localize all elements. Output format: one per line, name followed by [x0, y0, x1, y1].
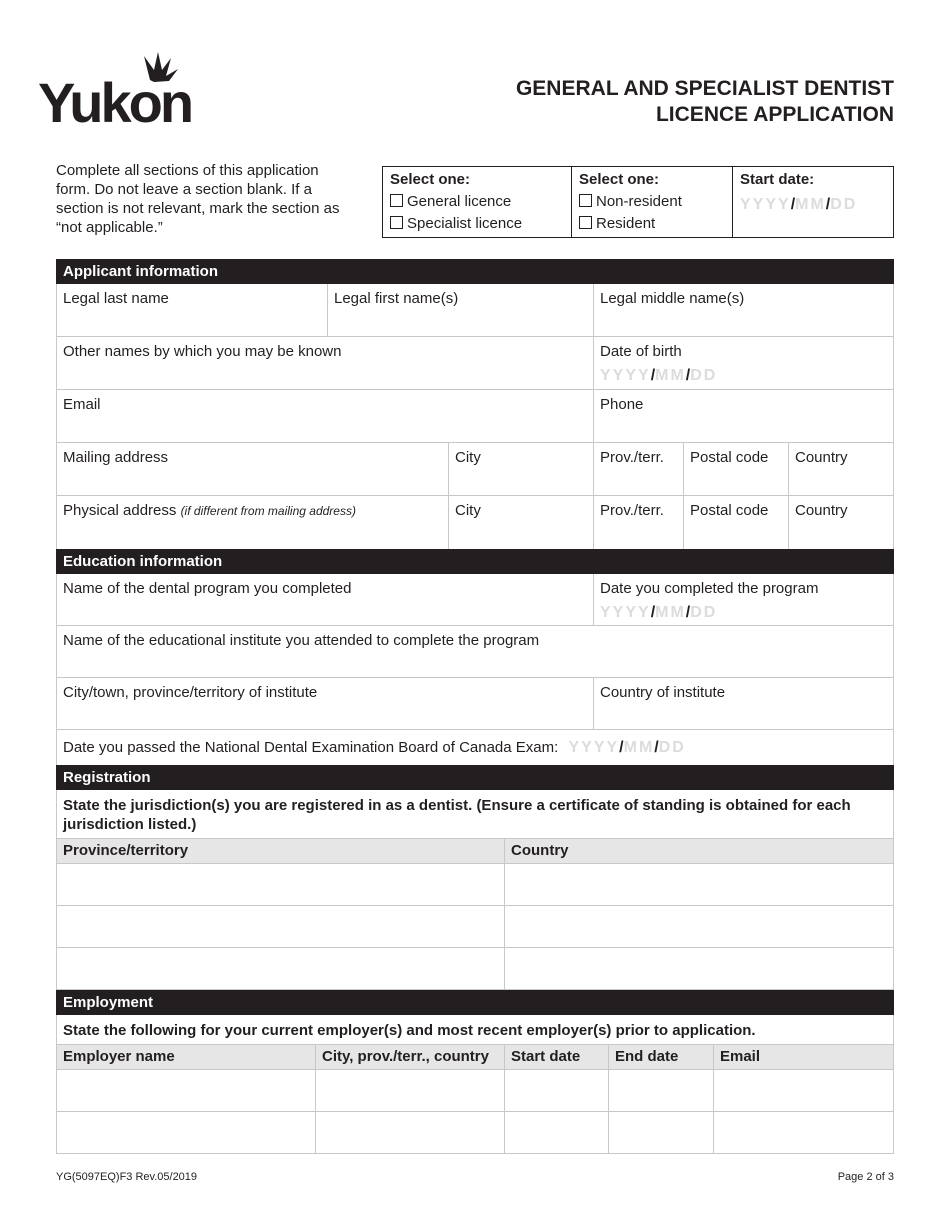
table-cell[interactable] [315, 1112, 504, 1153]
column-header: Email [713, 1045, 893, 1069]
email-field[interactable]: Email [57, 390, 593, 443]
employment-instruction: State the following for your current employer(s) and most recent employer(s) prior to application. [56, 1015, 894, 1045]
residency-cell: Select one: Non-resident Resident [572, 167, 733, 238]
education-section-header: Education information [56, 549, 894, 574]
legal-middle-name-field[interactable]: Legal middle name(s) [593, 284, 893, 337]
licence-selection-box [382, 166, 894, 238]
table-cell[interactable] [504, 1070, 608, 1111]
column-header: Province/territory [63, 842, 189, 859]
dental-program-field[interactable]: Name of the dental program you completed [57, 574, 593, 626]
physical-prov-field[interactable]: Prov./terr. [593, 496, 683, 549]
form-code: YG(5097EQ)F3 Rev.05/2019 [56, 1171, 198, 1183]
checkbox[interactable] [579, 194, 592, 207]
registration-table-header [56, 839, 894, 864]
start-date-cell: Start date: YYYY/MM/DD [733, 167, 894, 238]
physical-postal-field[interactable]: Postal code [683, 496, 788, 549]
non-resident-option[interactable]: Non-resident [579, 191, 725, 213]
legal-first-name-field[interactable]: Legal first name(s) [327, 284, 593, 337]
educational-institute-field[interactable]: Name of the educational institute you attended to complete the program [57, 626, 893, 678]
table-cell[interactable] [57, 1070, 315, 1111]
checkbox[interactable] [390, 216, 403, 229]
mailing-country-field[interactable]: Country [788, 443, 893, 496]
specialist-licence-option[interactable]: Specialist licence [390, 213, 564, 235]
table-cell[interactable] [57, 1112, 315, 1153]
ndeb-exam-date-field[interactable]: Date you passed the National Dental Examination Board of Canada Exam: YYYY/MM/DD [56, 730, 894, 765]
general-licence-option[interactable]: General licence [390, 191, 564, 213]
employment-row[interactable] [56, 1112, 894, 1154]
column-header: Start date [504, 1045, 608, 1069]
yukon-logo [38, 52, 213, 127]
table-cell[interactable] [504, 906, 893, 947]
table-cell[interactable] [57, 864, 504, 905]
mailing-prov-field[interactable]: Prov./terr. [593, 443, 683, 496]
table-cell[interactable] [504, 1112, 608, 1153]
institute-city-field[interactable]: City/town, province/territory of institute [57, 678, 593, 730]
table-cell[interactable] [315, 1070, 504, 1111]
table-cell[interactable] [608, 1070, 713, 1111]
date-of-birth-field[interactable]: Date of birth YYYY/MM/DD [593, 337, 893, 390]
other-names-field[interactable]: Other names by which you may be known [57, 337, 593, 390]
table-cell[interactable] [57, 906, 504, 947]
registration-row[interactable] [56, 906, 894, 948]
licence-type-cell: Select one: General licence Specialist licence [383, 167, 572, 238]
applicant-section-header: Applicant information [56, 259, 894, 284]
legal-last-name-field[interactable]: Legal last name [57, 284, 327, 337]
registration-row[interactable] [56, 864, 894, 906]
column-header: Employer name [63, 1048, 175, 1065]
column-header: End date [608, 1045, 713, 1069]
employment-row[interactable] [56, 1070, 894, 1112]
employment-section-header: Employment [56, 990, 894, 1015]
checkbox[interactable] [579, 216, 592, 229]
program-completed-date-field[interactable]: Date you completed the program YYYY/MM/DD [593, 574, 893, 626]
physical-city-field[interactable]: City [448, 496, 593, 549]
table-cell[interactable] [57, 948, 504, 989]
table-cell[interactable] [608, 1112, 713, 1153]
mailing-city-field[interactable]: City [448, 443, 593, 496]
mailing-postal-field[interactable]: Postal code [683, 443, 788, 496]
table-cell[interactable] [504, 864, 893, 905]
column-header: City, prov./terr., country [315, 1045, 504, 1069]
physical-address-field[interactable]: Physical address (if different from mailing address) [63, 502, 356, 519]
application-form [56, 259, 894, 1154]
institute-country-field[interactable]: Country of institute [593, 678, 893, 730]
resident-option[interactable]: Resident [579, 213, 725, 235]
employment-table-header [56, 1045, 894, 1070]
intro-text: Complete all sections of this application form. Do not leave a section blank. If a section is not relevant, mark the section as “not applicable.” [56, 162, 340, 236]
phone-field[interactable]: Phone [593, 390, 893, 443]
column-header: Country [504, 839, 893, 863]
page-number: Page 2 of 3 [837, 1171, 894, 1183]
table-cell[interactable] [504, 948, 893, 989]
start-date-field[interactable]: YYYY/MM/DD [740, 196, 858, 213]
mailing-address-field[interactable]: Mailing address [57, 443, 448, 496]
registration-row[interactable] [56, 948, 894, 990]
form-title: GENERAL AND SPECIALIST DENTIST LICENCE APPLICATION [515, 77, 894, 126]
physical-country-field[interactable]: Country [788, 496, 893, 549]
table-cell[interactable] [713, 1070, 893, 1111]
checkbox[interactable] [390, 194, 403, 207]
table-cell[interactable] [713, 1112, 893, 1153]
svg-text:Yukon: Yukon [38, 71, 192, 127]
registration-instruction: State the jurisdiction(s) you are registered in as a dentist. (Ensure a certificate of standing is obtained for each jurisdiction listed.) [56, 790, 894, 839]
registration-section-header: Registration [56, 765, 894, 790]
